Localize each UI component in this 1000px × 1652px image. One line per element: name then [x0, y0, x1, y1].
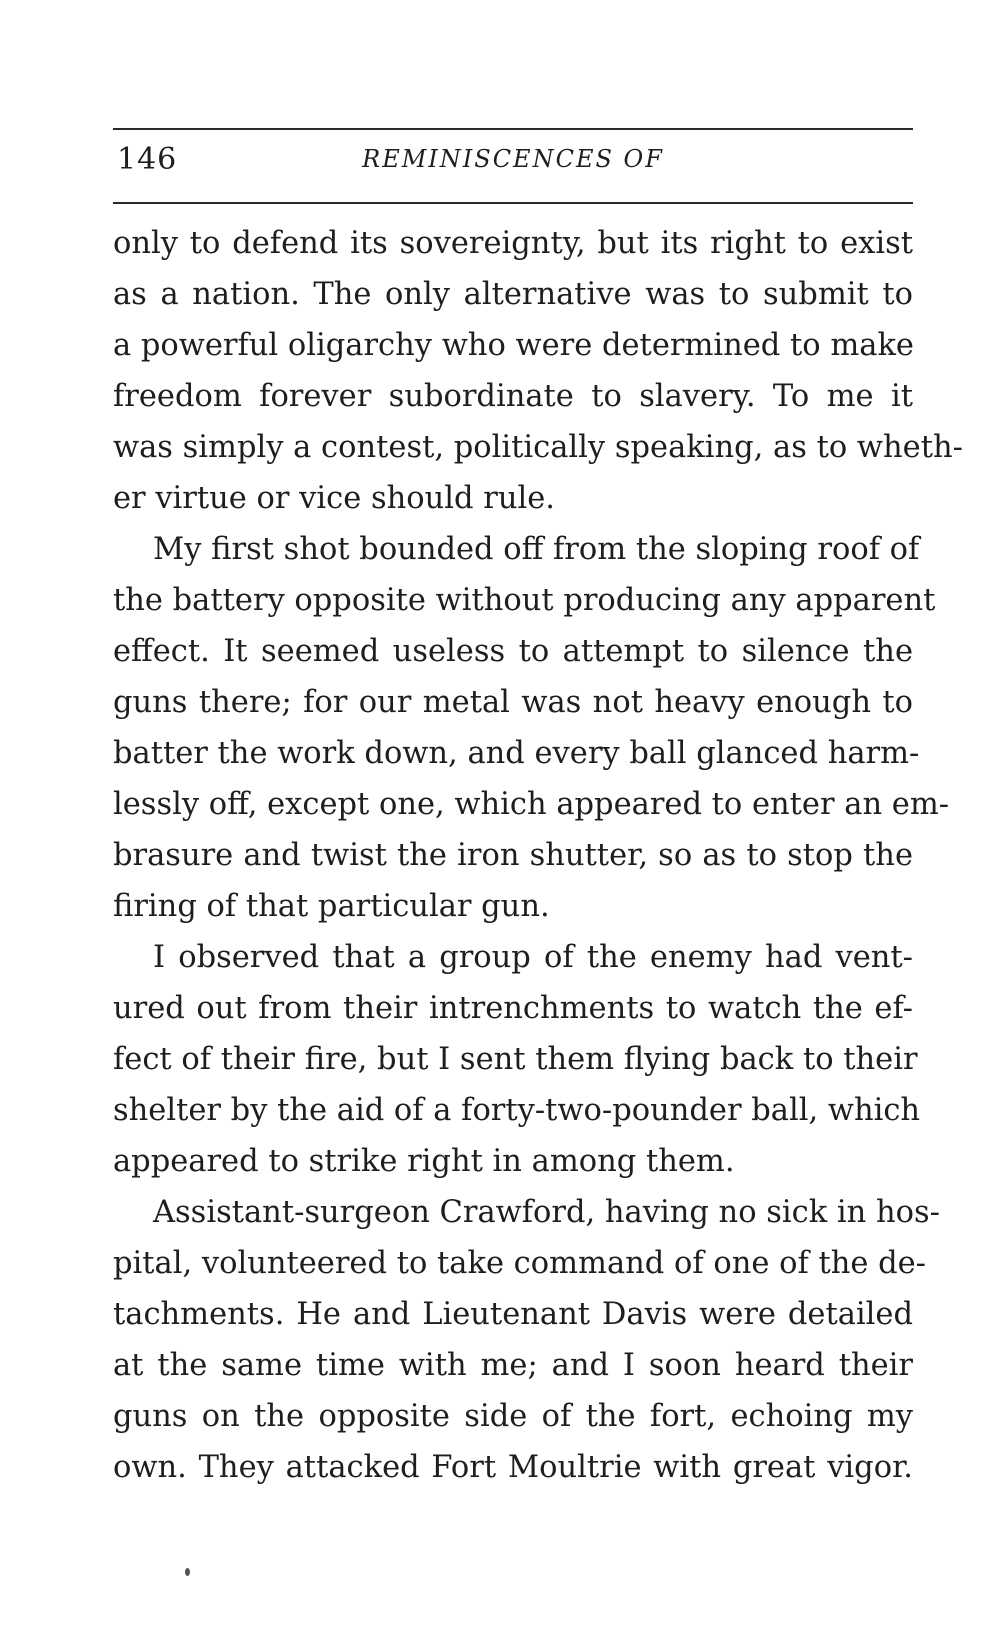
text-line: tachments. He and Lieutenant Davis were detailed	[113, 1297, 913, 1332]
text-line: brasure and twist the iron shutter, so as to stop the	[113, 838, 913, 873]
paragraph	[113, 218, 963, 524]
text-line: Assistant-surgeon Crawford, having no sick in hos-	[153, 1195, 940, 1230]
text-line: own. They attacked Fort Moultrie with great vigor.	[113, 1450, 913, 1485]
text-line: pital, volunteered to take command of one of the de-	[113, 1246, 926, 1281]
text-line: firing of that particular gun.	[113, 889, 550, 924]
header-top-rule	[113, 128, 913, 130]
text-line: I observed that a group of the enemy had vent-	[153, 940, 913, 975]
text-line: guns there; for our metal was not heavy enough to	[113, 685, 913, 720]
text-line: the battery opposite without producing any apparent	[113, 583, 936, 618]
text-line: lessly off, except one, which appeared to enter an em-	[113, 787, 950, 822]
text-line: as a nation. The only alternative was to submit to	[113, 277, 913, 312]
running-title: REMINISCENCES OF	[362, 145, 664, 173]
text-line: appeared to strike right in among them.	[113, 1144, 735, 1179]
text-line: only to defend its sovereignty, but its right to exist	[113, 226, 913, 261]
text-line: batter the work down, and every ball glanced harm-	[113, 736, 920, 771]
text-line: effect. It seemed useless to attempt to silence the	[113, 634, 913, 669]
text-line: fect of their fire, but I sent them flying back to their	[113, 1042, 918, 1077]
text-line: ured out from their intrenchments to watch the ef-	[113, 991, 913, 1026]
page-number: 146	[117, 142, 178, 177]
text-line: My first shot bounded off from the sloping roof of	[153, 532, 920, 567]
text-line: at the same time with me; and I soon heard their	[113, 1348, 913, 1383]
paragraph	[113, 524, 950, 932]
text-line: a powerful oligarchy who were determined to make	[113, 328, 914, 363]
text-line: guns on the opposite side of the fort, echoing my	[113, 1399, 913, 1434]
ink-speck	[185, 1568, 190, 1576]
body-text	[113, 218, 963, 1493]
header-bottom-rule	[113, 202, 913, 204]
text-line: shelter by the aid of a forty-two-pounder ball, which	[113, 1093, 921, 1128]
paragraph	[113, 1187, 940, 1493]
text-line: freedom forever subordinate to slavery. To me it	[113, 379, 913, 414]
text-line: er virtue or vice should rule.	[113, 481, 555, 516]
text-line: was simply a contest, politically speaking, as to wheth-	[113, 430, 963, 465]
running-header	[113, 142, 913, 186]
paragraph	[113, 932, 921, 1187]
